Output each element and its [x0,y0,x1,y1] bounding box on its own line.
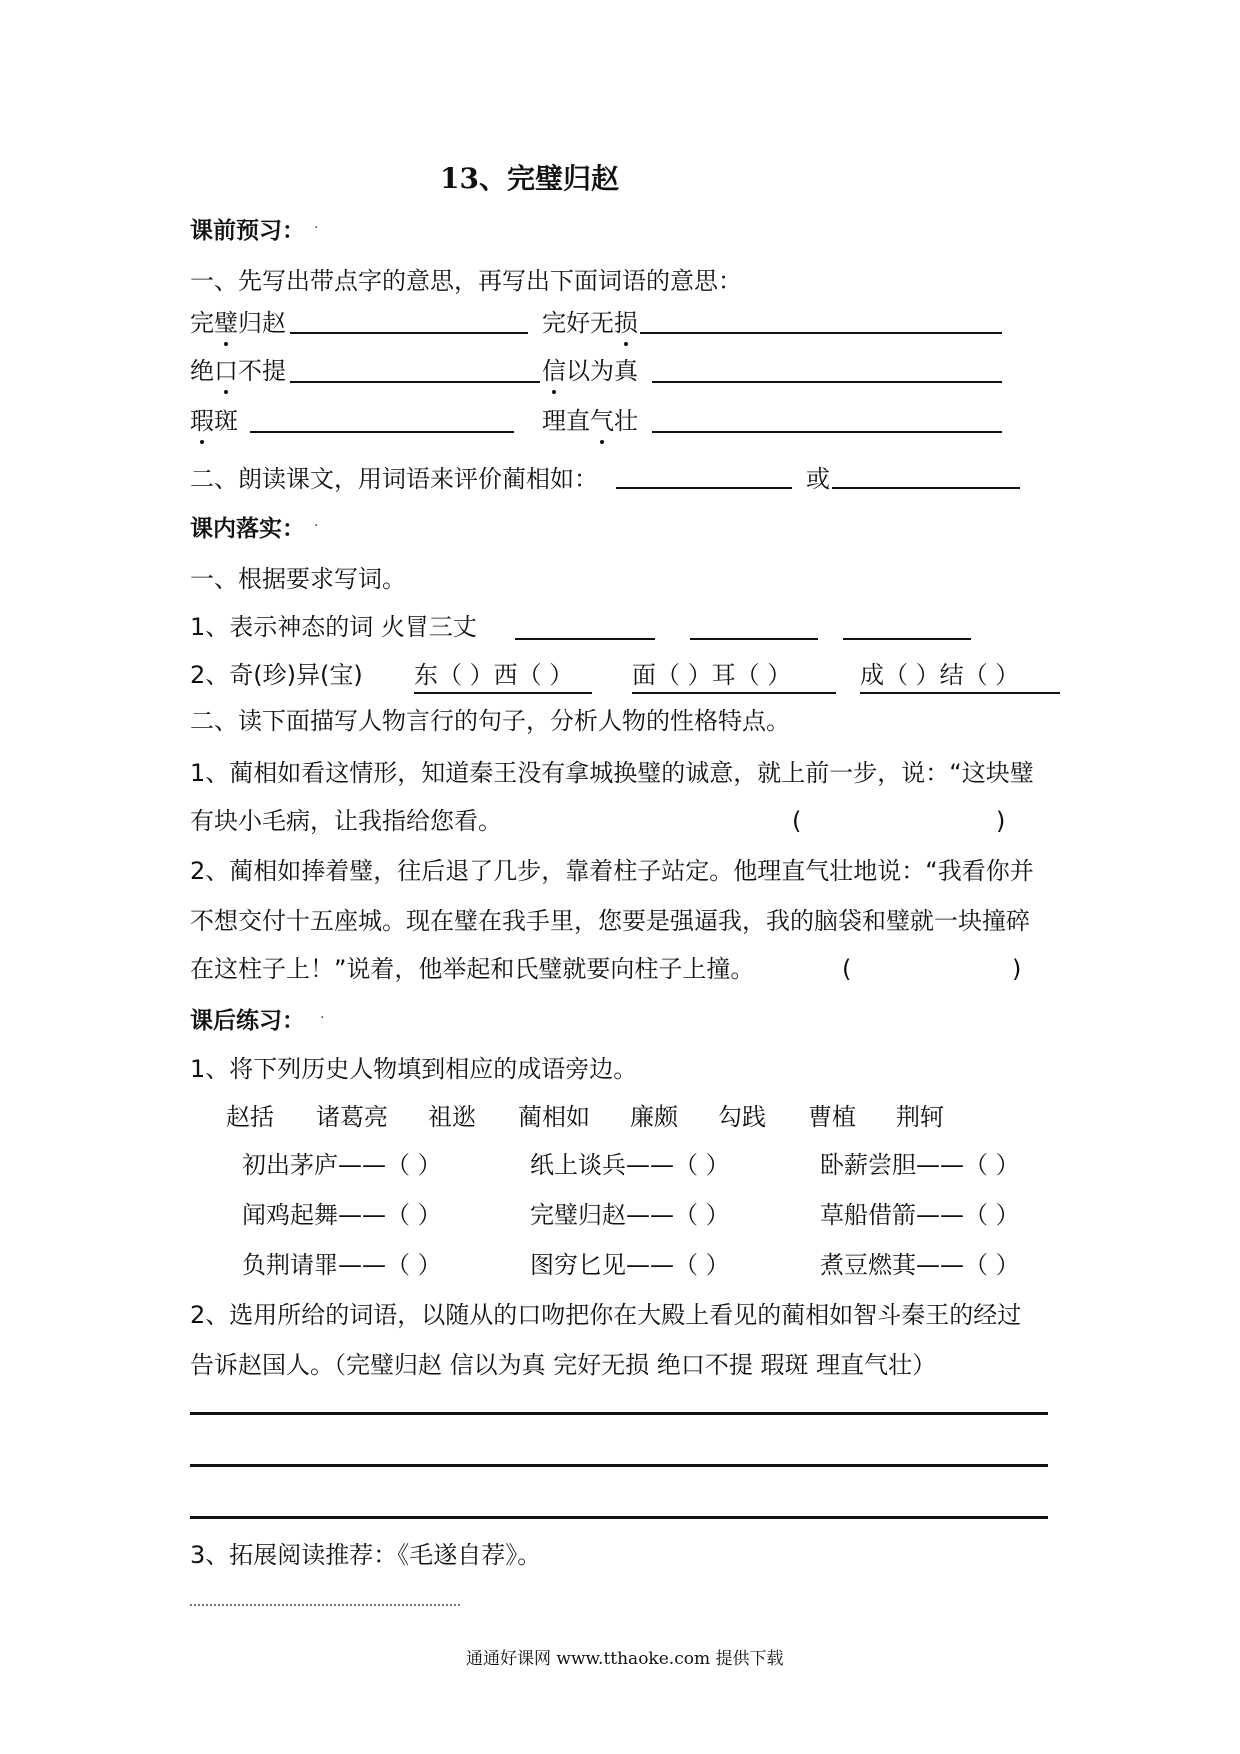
sentence-2-line1: 2、蔺相如捧着璧，往后退了几步，靠着柱子站定。他理直气壮地说：“我看你并 [190,857,1034,885]
preview-question-1: 一、先写出带点字的意思，再写出下面词语的意思： [190,267,742,295]
answer-line[interactable] [515,638,655,640]
after-question-2-line2: 告诉赵国人。（完璧归赵 信以为真 完好无损 绝口不提 瑕斑 理直气壮） [190,1351,937,1379]
person-name: 勾践 [718,1103,766,1131]
answer-line[interactable] [832,487,1020,489]
word-5: 瑕斑 [190,407,238,435]
section-heading-preview: 课前预习： [190,218,305,244]
sentence-1-line1: 1、蔺相如看这情形，知道秦王没有拿城换璧的诚意，就上前一步，说：“这块璧 [190,759,1034,787]
sentence-1-line2: 有块小毛病，让我指给您看。 [190,807,502,835]
after-question-1: 1、将下列历史人物填到相应的成语旁边。 [190,1055,638,1083]
answer-paren-close[interactable]: ) [1012,955,1022,983]
small-mark: . [314,514,319,530]
sentence-2-line3: 在这柱子上！”说着，他举起和氏璧就要向柱子上撞。 [190,955,755,983]
preview-question-2: 二、朗读课文，用词语来评价蔺相如： [190,465,598,493]
person-name: 赵括 [226,1103,274,1131]
word-3: 绝口不提 [190,357,286,385]
person-name: 蔺相如 [518,1103,590,1131]
idiom-item[interactable]: 图穷匕见——（ ） [530,1251,730,1279]
section-heading-inclass: 课内落实： [190,516,305,542]
small-mark: . [320,1006,325,1022]
fill-blank-dongxi[interactable]: 东（ ）西（ ） [414,660,592,694]
after-question-3: 3、拓展阅读推荐：《毛遂自荐》。 [190,1541,542,1569]
idiom-item[interactable]: 闻鸡起舞——（ ） [242,1201,442,1229]
answer-line[interactable] [690,638,818,640]
fill-blank-chengjie[interactable]: 成（ ）结（ ） [860,660,1060,694]
answer-paren-open[interactable]: ( [792,807,802,835]
answer-line[interactable] [290,381,540,383]
inclass-q1-item2: 2、奇(珍)异(宝) [190,661,363,689]
after-question-2-line1: 2、选用所给的词语，以随从的口吻把你在大殿上看见的蔺相如智斗秦王的经过 [190,1301,1022,1329]
answer-line[interactable] [250,431,514,433]
writing-line[interactable] [190,1464,1048,1467]
answer-line[interactable] [843,638,971,640]
word-2: 完好无损 [542,309,638,337]
page-footer: 通通好课网 www.tthaoke.com 提供下载 [466,1649,784,1669]
writing-line[interactable] [190,1412,1048,1415]
fill-blank-mianer[interactable]: 面（ ）耳（ ） [632,660,836,694]
idiom-item[interactable]: 负荆请罪——（ ） [242,1251,442,1279]
idiom-item[interactable]: 完璧归赵——（ ） [530,1201,730,1229]
dotted-decoration [190,1604,460,1606]
or-label: 或 [806,465,830,493]
small-mark: . [314,216,319,232]
answer-line[interactable] [652,381,1002,383]
page-title: 13、完璧归赵 [440,162,619,195]
person-name: 曹植 [808,1103,856,1131]
idiom-item[interactable]: 纸上谈兵——（ ） [530,1151,730,1179]
person-name: 祖逖 [428,1103,476,1131]
sentence-2-line2: 不想交付十五座城。现在璧在我手里，您要是强逼我，我的脑袋和璧就一块撞碎 [190,907,1030,935]
person-name: 诸葛亮 [316,1103,388,1131]
person-name: 廉颇 [630,1103,678,1131]
answer-paren-close[interactable]: ) [996,807,1006,835]
answer-line[interactable] [290,332,528,334]
idiom-item[interactable]: 草船借箭——（ ） [820,1201,1020,1229]
idiom-item[interactable]: 初出茅庐——（ ） [242,1151,442,1179]
writing-line[interactable] [190,1516,1048,1519]
answer-line[interactable] [640,332,1002,334]
person-name: 荆轲 [896,1103,944,1131]
section-heading-after: 课后练习： [190,1008,305,1034]
answer-line[interactable] [616,487,792,489]
inclass-question-1: 一、根据要求写词。 [190,565,406,593]
idiom-item[interactable]: 卧薪尝胆——（ ） [820,1151,1020,1179]
idiom-item[interactable]: 煮豆燃萁——（ ） [820,1251,1020,1279]
answer-paren-open[interactable]: ( [842,955,852,983]
inclass-question-2: 二、读下面描写人物言行的句子，分析人物的性格特点。 [190,707,790,735]
word-6: 理直气壮 [542,407,638,435]
word-4: 信以为真 [542,357,638,385]
word-1: 完璧归赵 [190,309,286,337]
inclass-q1-item1: 1、表示神态的词 火冒三丈 [190,613,477,641]
answer-line[interactable] [652,431,1002,433]
